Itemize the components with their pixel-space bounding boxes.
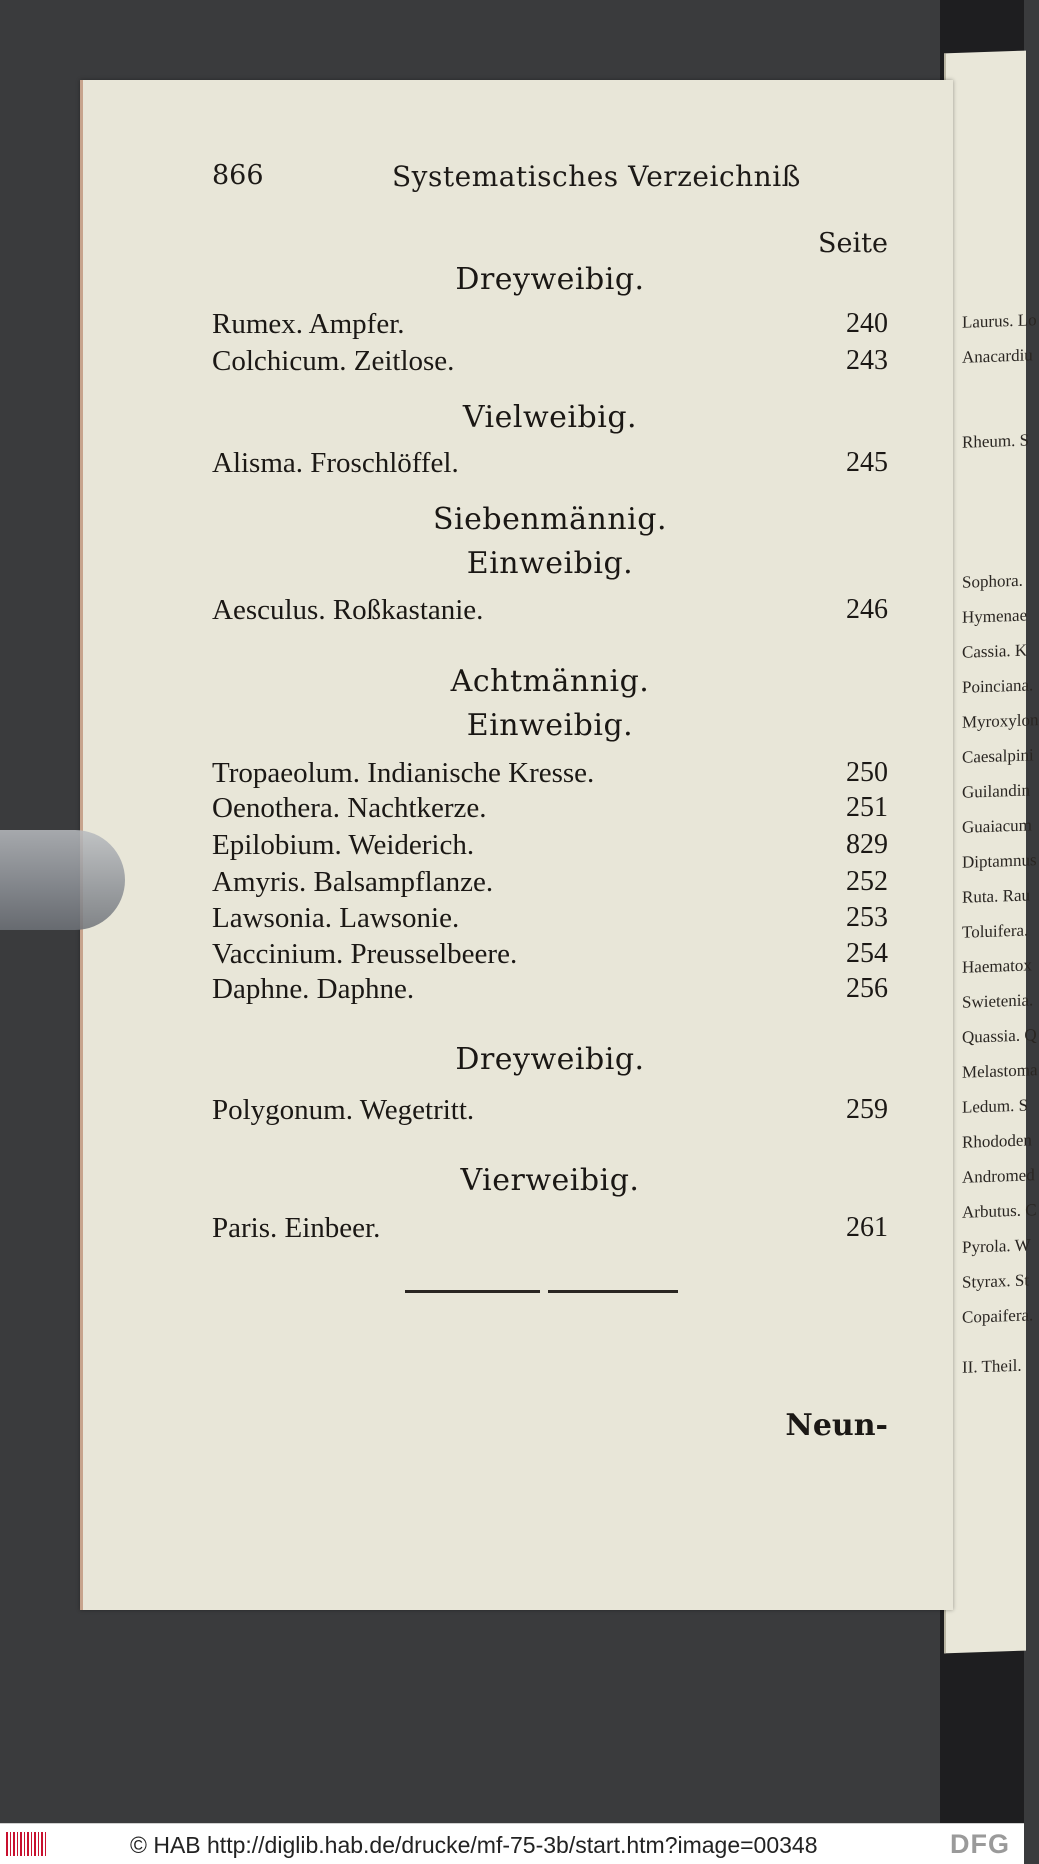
index-entry	[212, 757, 888, 793]
index-entry	[212, 1212, 888, 1248]
facing-page-fragment: Guaiacum	[962, 815, 1032, 837]
entry-page: 254	[846, 938, 888, 969]
entry-name: Oenothera. Nachtkerze.	[212, 792, 487, 824]
index-entry	[212, 594, 888, 630]
entry-page: 246	[846, 594, 888, 625]
index-entry	[212, 829, 888, 865]
facing-page-fragment: Laurus. Lo	[962, 310, 1037, 332]
facing-page-fragment: Pyrola. W	[962, 1235, 1031, 1257]
section-heading: Dreyweibig.	[455, 1042, 645, 1077]
entry-name: Colchicum. Zeitlose.	[212, 345, 455, 377]
index-entry	[212, 308, 888, 344]
facing-page	[944, 51, 1039, 1654]
entry-name: Amyris. Balsampflanze.	[212, 866, 494, 898]
entry-page: 252	[846, 866, 888, 897]
entry-name: Daphne. Daphne.	[212, 973, 415, 1005]
index-entry	[212, 792, 888, 828]
entry-page: 261	[846, 1212, 888, 1243]
facing-page-fragment: Guilandin	[962, 780, 1030, 802]
entry-name: Epilobium. Weiderich.	[212, 829, 475, 861]
facing-page-fragment: Sophora.	[962, 570, 1023, 592]
entry-name: Tropaeolum. Indianische Kresse.	[212, 757, 595, 789]
entry-page: 829	[846, 829, 888, 860]
facing-page-fragment: Diptamnus	[962, 850, 1037, 872]
index-entry	[212, 1094, 888, 1130]
index-entry	[212, 902, 888, 938]
facing-page-fragment: Anacardiu	[962, 345, 1033, 367]
facing-page-fragment: Ledum. S	[962, 1095, 1029, 1117]
running-title: Systematisches Verzeichniß	[392, 160, 801, 193]
section-heading: Siebenmännig.	[433, 502, 667, 537]
section-subheading: Einweibig.	[466, 708, 634, 743]
entry-page: 256	[846, 973, 888, 1004]
facing-page-fragment: Hymenae	[962, 605, 1028, 627]
entry-page: 253	[846, 902, 888, 933]
entry-page: 240	[846, 308, 888, 339]
facing-page-fragment: Ruta. Rau	[962, 885, 1030, 907]
facing-page-fragment: Arbutus. C	[962, 1200, 1037, 1222]
entry-name: Vaccinium. Preusselbeere.	[212, 938, 518, 970]
facing-page-fragment: Melastoma	[962, 1060, 1038, 1082]
facing-page-fragment: Styrax. St	[962, 1270, 1030, 1292]
catchword: Neun-	[785, 1408, 888, 1443]
entry-name: Aesculus. Roßkastanie.	[212, 594, 484, 626]
index-entry	[212, 866, 888, 902]
footer-link[interactable]: © HAB http://diglib.hab.de/drucke/mf-75-3b/start.htm?image=00348	[130, 1832, 818, 1858]
facing-page-fragment: Copaifera.	[962, 1305, 1034, 1327]
running-header	[212, 160, 888, 200]
rule-right	[548, 1290, 678, 1293]
thumb-shadow	[0, 830, 125, 930]
facing-page-fragment: Poinciana.	[962, 675, 1034, 697]
index-entry	[212, 447, 888, 483]
entry-name: Alisma. Froschlöffel.	[212, 447, 459, 479]
facing-page-fragment: Swietenia.	[962, 990, 1034, 1012]
facing-page-fragment: II. Theil.	[962, 1355, 1022, 1377]
index-entry	[212, 973, 888, 1009]
dfg-logo: DFG	[950, 1829, 1010, 1859]
section-heading: Achtmännig.	[450, 664, 650, 699]
section-subheading: Einweibig.	[466, 546, 634, 581]
facing-page-fragment: Caesalpini	[962, 745, 1034, 767]
rule-left	[405, 1290, 540, 1293]
entry-page: 243	[846, 345, 888, 376]
section-heading: Vierweibig.	[460, 1163, 640, 1198]
column-label: Seite	[818, 228, 888, 259]
facing-page-fragment: Haematox	[962, 955, 1032, 977]
entry-name: Rumex. Ampfer.	[212, 308, 405, 340]
facing-page-fragment: Cassia. K	[962, 640, 1028, 662]
footer-bar	[0, 1823, 1024, 1864]
entry-name: Polygonum. Wegetritt.	[212, 1094, 475, 1126]
facing-page-fragment: Rheum. S	[962, 430, 1030, 452]
entry-page: 251	[846, 792, 888, 823]
index-entry	[212, 938, 888, 974]
facing-page-fragment: Toluifera.	[962, 920, 1029, 942]
facing-page-fragment: Andromed	[962, 1165, 1035, 1187]
section-heading: Dreyweibig.	[455, 262, 645, 297]
facing-page-fragment: Quassia. Q	[962, 1025, 1037, 1047]
section-heading: Vielweibig.	[462, 400, 638, 435]
facing-page-fragment: Rhododen	[962, 1130, 1032, 1152]
hab-logo-icon	[6, 1832, 46, 1856]
facing-page-fragment: Myroxylon	[962, 710, 1039, 732]
entry-page: 245	[846, 447, 888, 478]
page-number: 866	[212, 160, 264, 191]
entry-name: Lawsonia. Lawsonie.	[212, 902, 460, 934]
index-entry	[212, 345, 888, 381]
entry-page: 259	[846, 1094, 888, 1125]
entry-name: Paris. Einbeer.	[212, 1212, 381, 1244]
entry-page: 250	[846, 757, 888, 788]
